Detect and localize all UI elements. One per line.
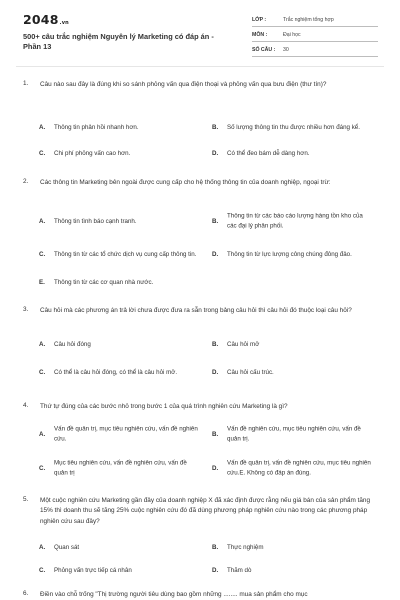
question-text: Câu nào sau đây là đúng khi so sánh phỏng vấn qua điện thoại và phỏng vấn qua bưu điện (thư tín)?: [40, 81, 327, 88]
question-number: 5.: [23, 496, 29, 503]
question-text: Các thông tin Marketing bên ngoài được cung cấp cho hệ thống thông tin của doanh nghiệp, ngoại trừ:: [40, 179, 331, 186]
option-letter: A.: [39, 430, 46, 438]
option-letter: C.: [39, 250, 46, 258]
meta-key: LỚP :: [252, 17, 267, 23]
option-b[interactable]: [212, 541, 382, 555]
option-d[interactable]: [212, 244, 382, 266]
option-b[interactable]: [212, 118, 382, 138]
site-logo[interactable]: [23, 12, 69, 27]
question-text: Điền vào chỗ trống "Thị trường người tiêu dùng bao gồm những ........ mua sản phẩm cho mục: [40, 591, 308, 598]
option-text: Câu hỏi đóng: [54, 340, 91, 348]
option-text: Phỏng vấn trực tiếp cá nhân: [54, 566, 132, 574]
option-text: Câu hỏi mở: [227, 340, 260, 348]
question-6: [0, 590, 400, 600]
option-d[interactable]: [212, 146, 382, 162]
option-letter: E.: [39, 278, 45, 286]
meta-row-subject: [252, 28, 378, 42]
option-text: Thông tin tình báo cạnh tranh.: [54, 217, 137, 225]
document-title: 500+ câu trắc nghiệm Nguyên lý Marketing có đáp án - Phần 13: [23, 32, 214, 51]
option-text: Vấn đề nghiên cứu, mục tiêu nghiên cứu, vấn đề quản trị.: [227, 425, 361, 443]
option-text: Quan sát: [54, 543, 80, 551]
option-b[interactable]: [212, 338, 382, 352]
document-header: [0, 0, 400, 62]
option-c[interactable]: [39, 362, 209, 384]
option-text: Câu hỏi cấu trúc.: [227, 368, 274, 376]
logo-tld: .vn: [59, 20, 69, 26]
option-a[interactable]: [39, 118, 209, 138]
option-text: Thông tin từ các tổ chức dịch vụ cung cấp thông tin.: [54, 250, 197, 258]
option-a[interactable]: [39, 541, 209, 555]
meta-row-count: [252, 43, 378, 57]
option-letter: A.: [39, 543, 46, 551]
option-c[interactable]: [39, 458, 209, 480]
meta-value: Đại học: [283, 32, 301, 38]
option-letter: A.: [39, 340, 46, 348]
option-a[interactable]: [39, 338, 209, 352]
option-letter: D.: [212, 149, 219, 157]
question-number: 2.: [23, 178, 29, 185]
question-text: Thứ tự đúng của các bước nhỏ trong bước 1 của quá trình nghiên cứu Marketing là gì?: [40, 403, 288, 410]
option-letter: B.: [212, 123, 219, 131]
option-text: Vấn đề quản trị, mục tiêu nghiên cứu, vấn đề nghiên cứu.: [54, 425, 198, 443]
option-text: Số lượng thông tin thu được nhiều hơn đáng kể.: [227, 123, 360, 131]
option-text: Mục tiêu nghiên cứu, vấn đề nghiên cứu, vấn đề quản trị: [54, 459, 187, 477]
option-text: Thông tin từ các cơ quan nhà nước.: [54, 278, 154, 286]
option-letter: D.: [212, 250, 219, 258]
option-letter: C.: [39, 368, 46, 376]
option-text: Thăm dò: [227, 566, 252, 574]
option-text: Vấn đề quản trị, vấn đề nghiên cứu, mục tiêu nghiên cứu.E. Không có đáp án đúng.: [227, 459, 371, 477]
option-e[interactable]: [39, 276, 209, 290]
option-d[interactable]: [212, 458, 382, 480]
option-letter: C.: [39, 566, 46, 574]
option-text: Có thể đeo bám dễ dàng hơn.: [227, 149, 310, 157]
header-divider: [16, 66, 384, 67]
option-text: Có thể là câu hỏi đóng, có thể là câu hỏi mở.: [54, 368, 178, 376]
meta-value: Trắc nghiệm tổng hợp: [283, 17, 334, 23]
option-letter: C.: [39, 149, 46, 157]
option-b[interactable]: [212, 211, 382, 233]
meta-value: 30: [283, 47, 289, 53]
meta-row-class: [252, 13, 378, 27]
meta-key: MÔN :: [252, 32, 268, 38]
option-letter: D.: [212, 368, 219, 376]
option-text: Thực nghiệm: [227, 543, 264, 551]
option-b[interactable]: [212, 424, 382, 446]
option-text: Chi phí phỏng vấn cao hơn.: [54, 149, 131, 157]
option-letter: B.: [212, 543, 219, 551]
option-letter: A.: [39, 123, 46, 131]
question-number: 3.: [23, 306, 29, 313]
option-c[interactable]: [39, 244, 209, 266]
option-text: Thông tin phản hồi nhanh hơn.: [54, 123, 139, 131]
option-letter: D.: [212, 566, 219, 574]
option-d[interactable]: [212, 564, 382, 578]
question-text: Câu hỏi mà các phương án trả lời chưa được đưa ra sẵn trong bảng câu hỏi thì câu hỏi đó thuộc loại câu hỏi?: [40, 307, 352, 314]
option-letter: B.: [212, 430, 219, 438]
option-c[interactable]: [39, 564, 209, 578]
option-letter: D.: [212, 464, 219, 472]
option-a[interactable]: [39, 424, 209, 446]
option-a[interactable]: [39, 211, 209, 233]
option-d[interactable]: [212, 366, 382, 380]
option-text: Thông tin từ các báo cáo lượng hàng tồn kho của các đại lý phân phối.: [227, 212, 363, 230]
question-text: Một cuộc nghiên cứu Marketing gần đây của doanh nghiệp X đã xác định được rằng nếu giá bán của sản phẩm tăng 15% thì doanh thu sẽ tăng 25% cuộc nghiên cứu đó đã dùng phương pháp nghiên cứu nào trong các phương pháp nghiên cứu sau đây?: [40, 497, 371, 525]
option-text: Thông tin từ lực lượng công chúng đông đảo.: [227, 250, 352, 258]
question-number: 1.: [23, 80, 29, 87]
option-c[interactable]: [39, 146, 209, 162]
logo-text: 2048: [23, 12, 59, 27]
option-letter: B.: [212, 217, 219, 225]
question-number: 6.: [23, 590, 29, 597]
option-letter: C.: [39, 464, 46, 472]
meta-key: SỐ CÂU :: [252, 47, 276, 53]
option-letter: A.: [39, 217, 46, 225]
option-letter: B.: [212, 340, 219, 348]
question-number: 4.: [23, 402, 29, 409]
